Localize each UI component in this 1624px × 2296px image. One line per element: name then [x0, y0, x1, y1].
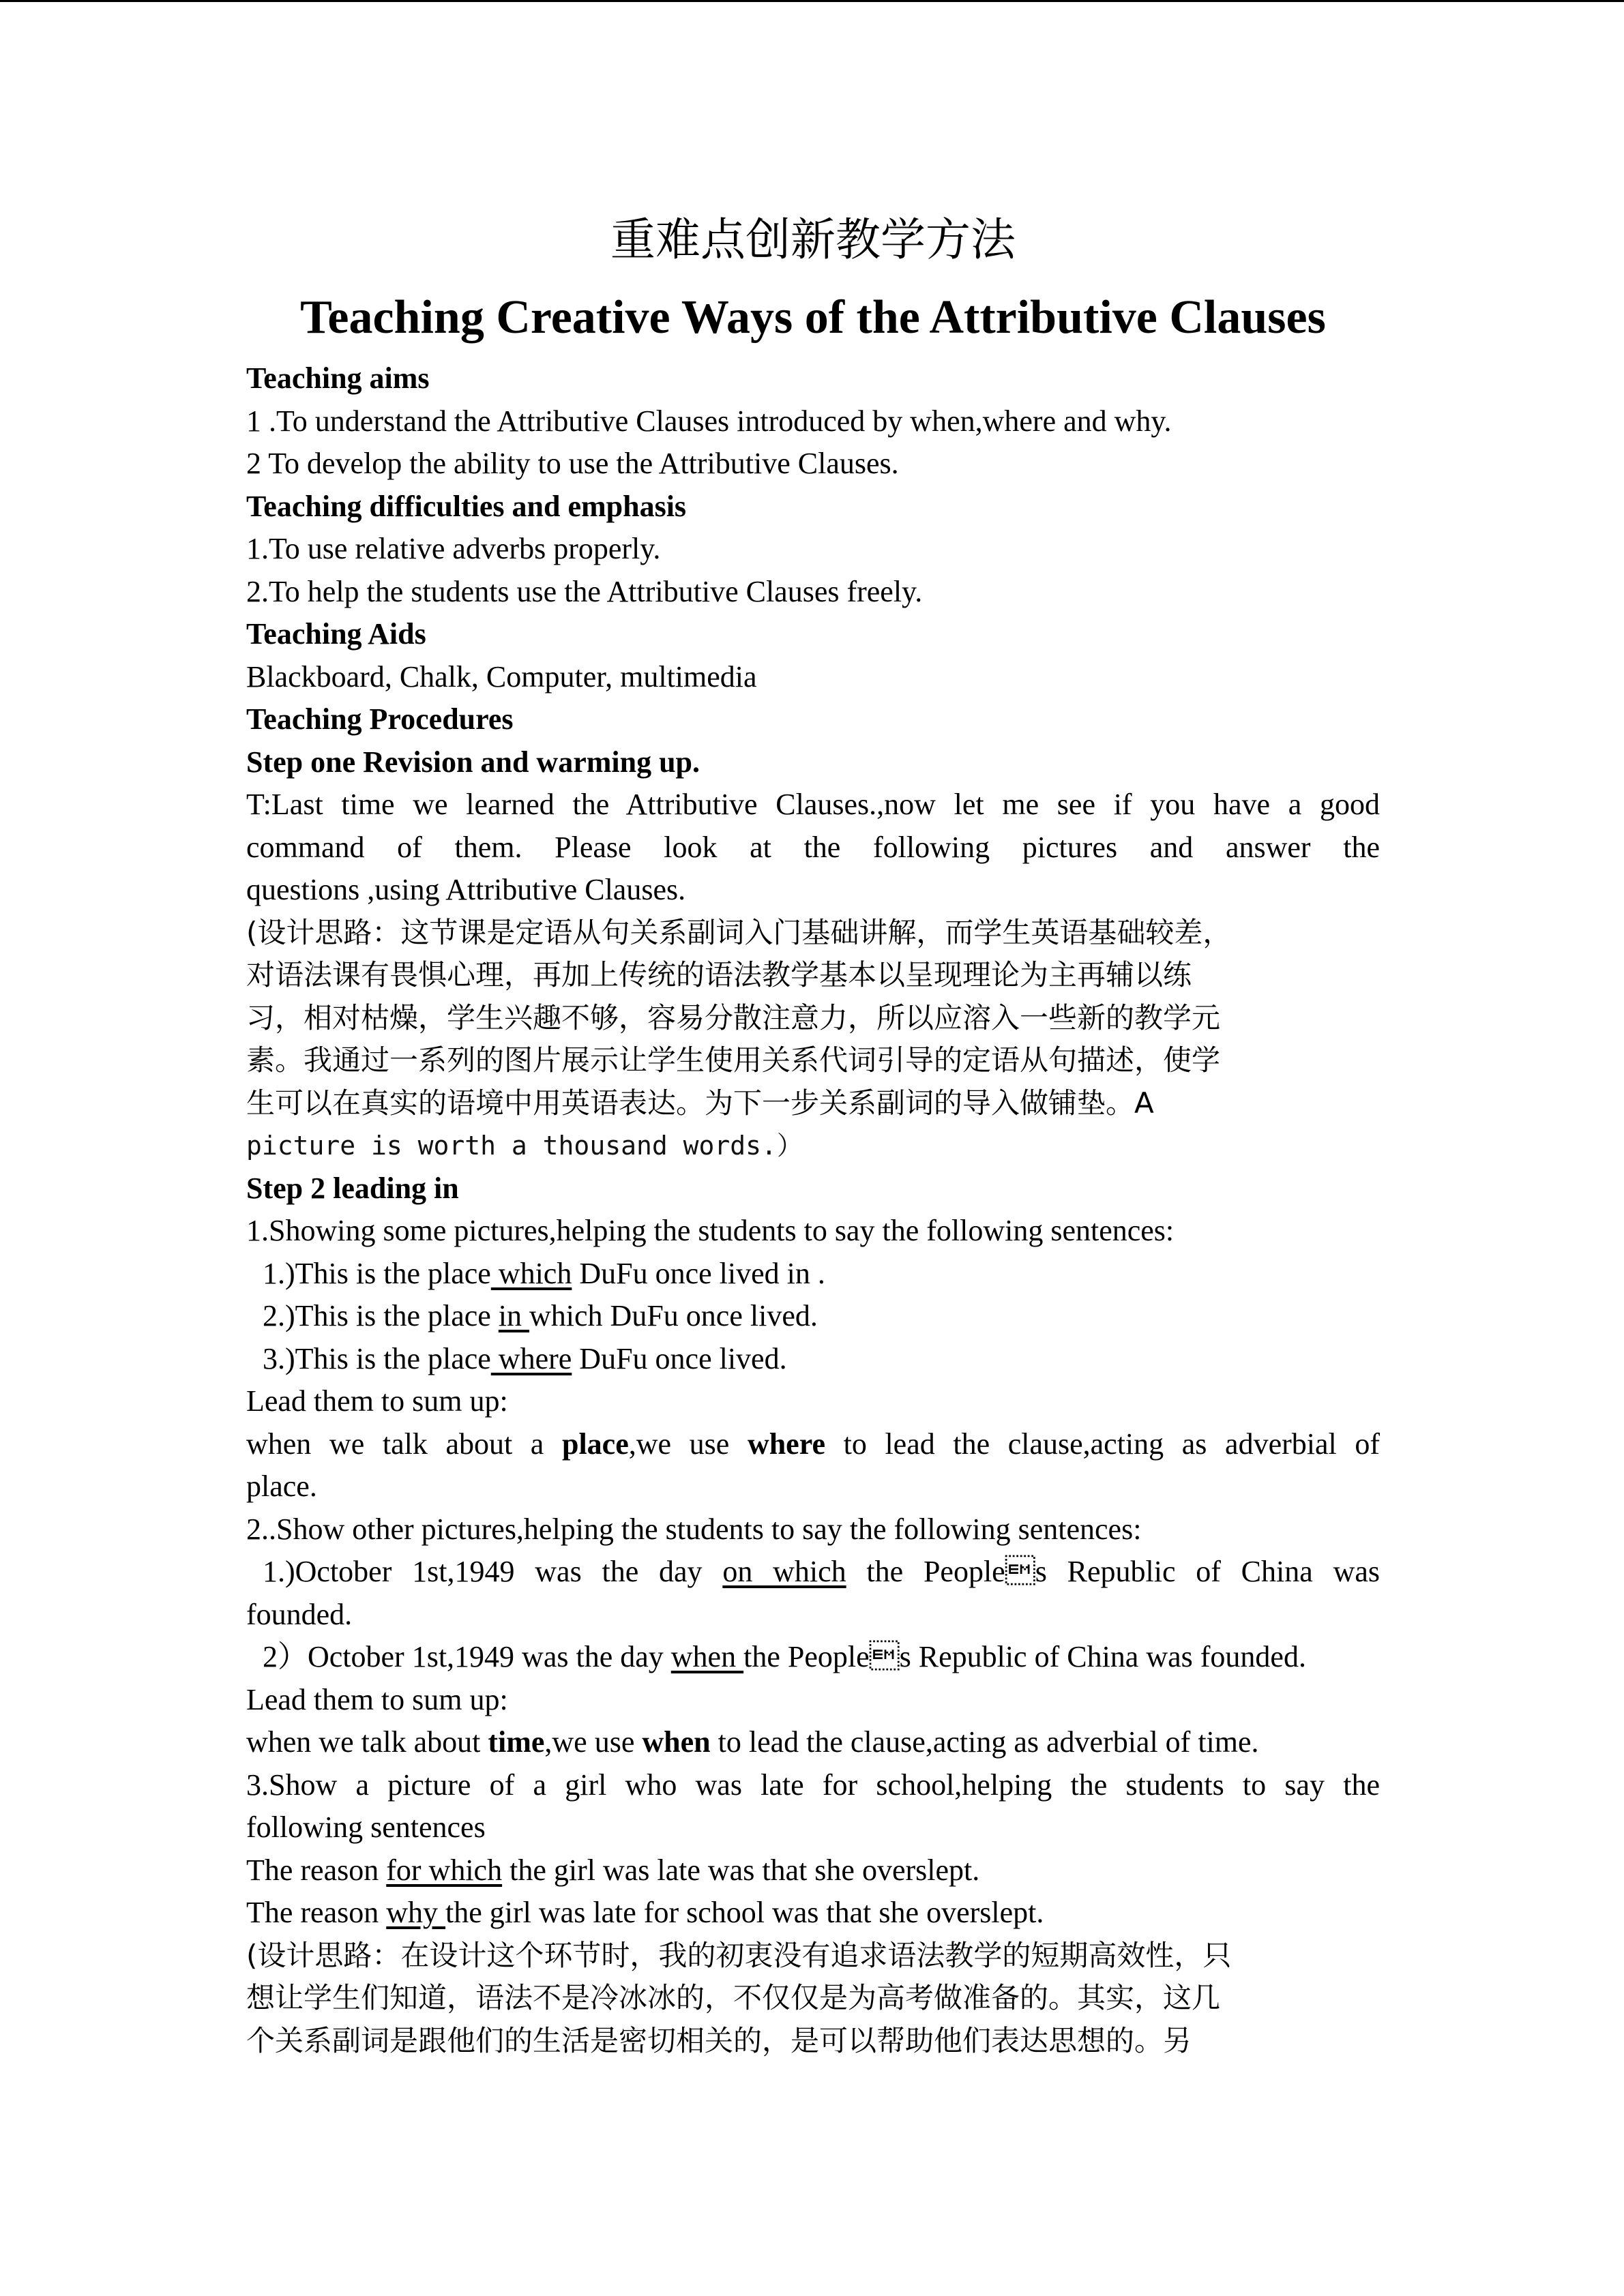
time-sentence-2 [246, 1636, 1380, 1679]
rule-time-d: to lead the clause,acting as adverbial of time. [710, 1725, 1259, 1759]
rule-time-c: ,we use [544, 1725, 643, 1759]
place-sentence-2 [246, 1295, 1380, 1338]
time-sentence-2-underlined: when [670, 1640, 744, 1673]
rule-time [246, 1721, 1380, 1764]
procedures-heading: Teaching Procedures [246, 702, 514, 736]
rule-place-line-1 [246, 1423, 1380, 1466]
time-sentence-1-line-2: founded. [246, 1597, 353, 1631]
step2-intro-3-line-1: 3.Show a picture of a girl who was late for school,helping the students to say the [246, 1768, 1380, 1802]
reason-sentence-2-underlined: why [386, 1896, 446, 1929]
rule-time-keyword-time: time [488, 1725, 545, 1759]
aims-item-1: 1 .To understand the Attributive Clauses introduced by when,where and why. [246, 404, 1172, 438]
place-sentence-1-a: 1.)This is the place [263, 1256, 491, 1290]
english-title: Teaching Creative Ways of the Attributive Clauses [300, 291, 1326, 344]
sum-up-2: Lead them to sum up: [246, 1682, 508, 1716]
design-note-2-line-3: 个关系副词是跟他们的生活是密切相关的，是可以帮助他们表达思想的。另 [246, 2023, 1192, 2057]
reason-sentence-2-a: The reason [246, 1896, 387, 1929]
step1-paragraph-line-1: T:Last time we learned the Attributive Clauses.,now let me see if you have a good [246, 788, 1380, 821]
design-note-2-line-2: 想让学生们知道，语法不是冷冰冰的，不仅仅是为高考做准备的。其实，这几 [246, 1981, 1221, 2014]
rule-time-keyword-when: when [642, 1725, 711, 1759]
step1-paragraph-line-3: questions ,using Attributive Clauses. [246, 873, 686, 906]
difficulties-item-2: 2.To help the students use the Attributive Clauses freely. [246, 574, 923, 608]
aids-heading: Teaching Aids [246, 617, 426, 651]
reason-sentence-1-underlined: for which [386, 1853, 503, 1887]
rule-place-keyword-where: where [747, 1427, 825, 1461]
place-sentence-1-underlined: which [490, 1256, 572, 1290]
difficulties-item-1: 1.To use relative adverbs properly. [246, 532, 661, 565]
top-border-line [0, 0, 1624, 2]
chinese-title: 重难点创新教学方法 [610, 213, 1016, 266]
place-sentence-1 [246, 1253, 1380, 1296]
rule-place-c: ,we use [628, 1427, 748, 1461]
aims-item-2: 2 To develop the ability to use the Attributive Clauses. [246, 447, 899, 480]
design-note-1-line-4: 素。我通过一系列的图片展示让学生使用关系代词引导的定语从句描述，使学 [246, 1043, 1221, 1077]
sum-up-1: Lead them to sum up: [246, 1384, 508, 1418]
place-sentence-3-underlined: where [490, 1341, 572, 1375]
step2-intro-2: 2..Show other pictures,helping the students to say the following sentences: [246, 1512, 1142, 1546]
time-sentence-1-line-1 [246, 1551, 1380, 1594]
difficulties-heading: Teaching difficulties and emphasis [246, 489, 687, 523]
aids-text: Blackboard, Chalk, Computer, multimedia [246, 659, 757, 694]
design-note-1-line-2: 对语法课有畏惧心理，再加上传统的语法教学基本以呈现理论为主再辅以练 [246, 958, 1192, 992]
design-note-1-line-3: 习，相对枯燥，学生兴趣不够，容易分散注意力，所以应溶入一些新的教学元 [246, 1000, 1221, 1034]
rule-place-a: when we talk about a [246, 1427, 562, 1461]
reason-sentence-1-a: The reason [246, 1853, 387, 1887]
rule-place-line-2: place. [246, 1470, 317, 1503]
rule-time-a: when we talk about [246, 1725, 488, 1759]
step1-heading: Step one Revision and warming up. [246, 745, 700, 779]
place-sentence-2-underlined: in [498, 1299, 530, 1332]
rule-place-d: to lead the clause,acting as adverbial of [825, 1427, 1381, 1461]
step2-intro-1: 1.Showing some pictures,helping the students to say the following sentences: [246, 1214, 1175, 1247]
time-sentence-1-underlined: on which [722, 1555, 846, 1588]
time-sentence-2-a: 2）October 1st,1949 was the day [263, 1640, 671, 1673]
design-note-1-line-5: 生可以在真实的语境中用英语表达。为下一步关系副词的导入做铺垫。A [246, 1086, 1154, 1120]
time-sentence-1-a: 1.)October 1st,1949 was the day [263, 1555, 723, 1588]
step2-intro-3-line-2: following sentences [246, 1810, 486, 1844]
place-sentence-3-a: 3.)This is the place [263, 1341, 491, 1375]
place-sentence-3 [246, 1338, 1380, 1381]
design-note-1-line-1: (设计思路：这节课是定语从句关系副词入门基础讲解，而学生英语基础较差， [246, 915, 1232, 949]
document-page [246, 205, 1380, 2062]
time-sentence-2-b: the Peoples Republic of China was founded. [743, 1640, 1306, 1673]
aims-heading: Teaching aims [246, 361, 430, 395]
reason-sentence-1 [246, 1849, 1380, 1892]
place-sentence-1-b: DuFu once lived in . [572, 1256, 825, 1290]
time-sentence-1-b: the Peoples Republic of China was [846, 1555, 1380, 1588]
design-note-1-line-6: picture is worth a thousand words.） [246, 1131, 803, 1161]
place-sentence-3-b: DuFu once lived. [572, 1341, 787, 1375]
place-sentence-2-a: 2.)This is the place [263, 1299, 499, 1332]
place-sentence-2-b: which DuFu once lived. [529, 1299, 818, 1332]
design-note-2-line-1: (设计思路：在设计这个环节时，我的初衷没有追求语法教学的短期高效性，只 [246, 1938, 1232, 1972]
reason-sentence-2-b: the girl was late for school was that she overslept. [445, 1896, 1044, 1929]
step2-heading: Step 2 leading in [246, 1171, 459, 1205]
reason-sentence-2 [246, 1892, 1380, 1935]
rule-place-keyword-place: place [561, 1427, 629, 1461]
reason-sentence-1-b: the girl was late was that she overslept. [502, 1853, 980, 1887]
step1-paragraph-line-2: command of them. Please look at the following pictures and answer the [246, 830, 1380, 864]
